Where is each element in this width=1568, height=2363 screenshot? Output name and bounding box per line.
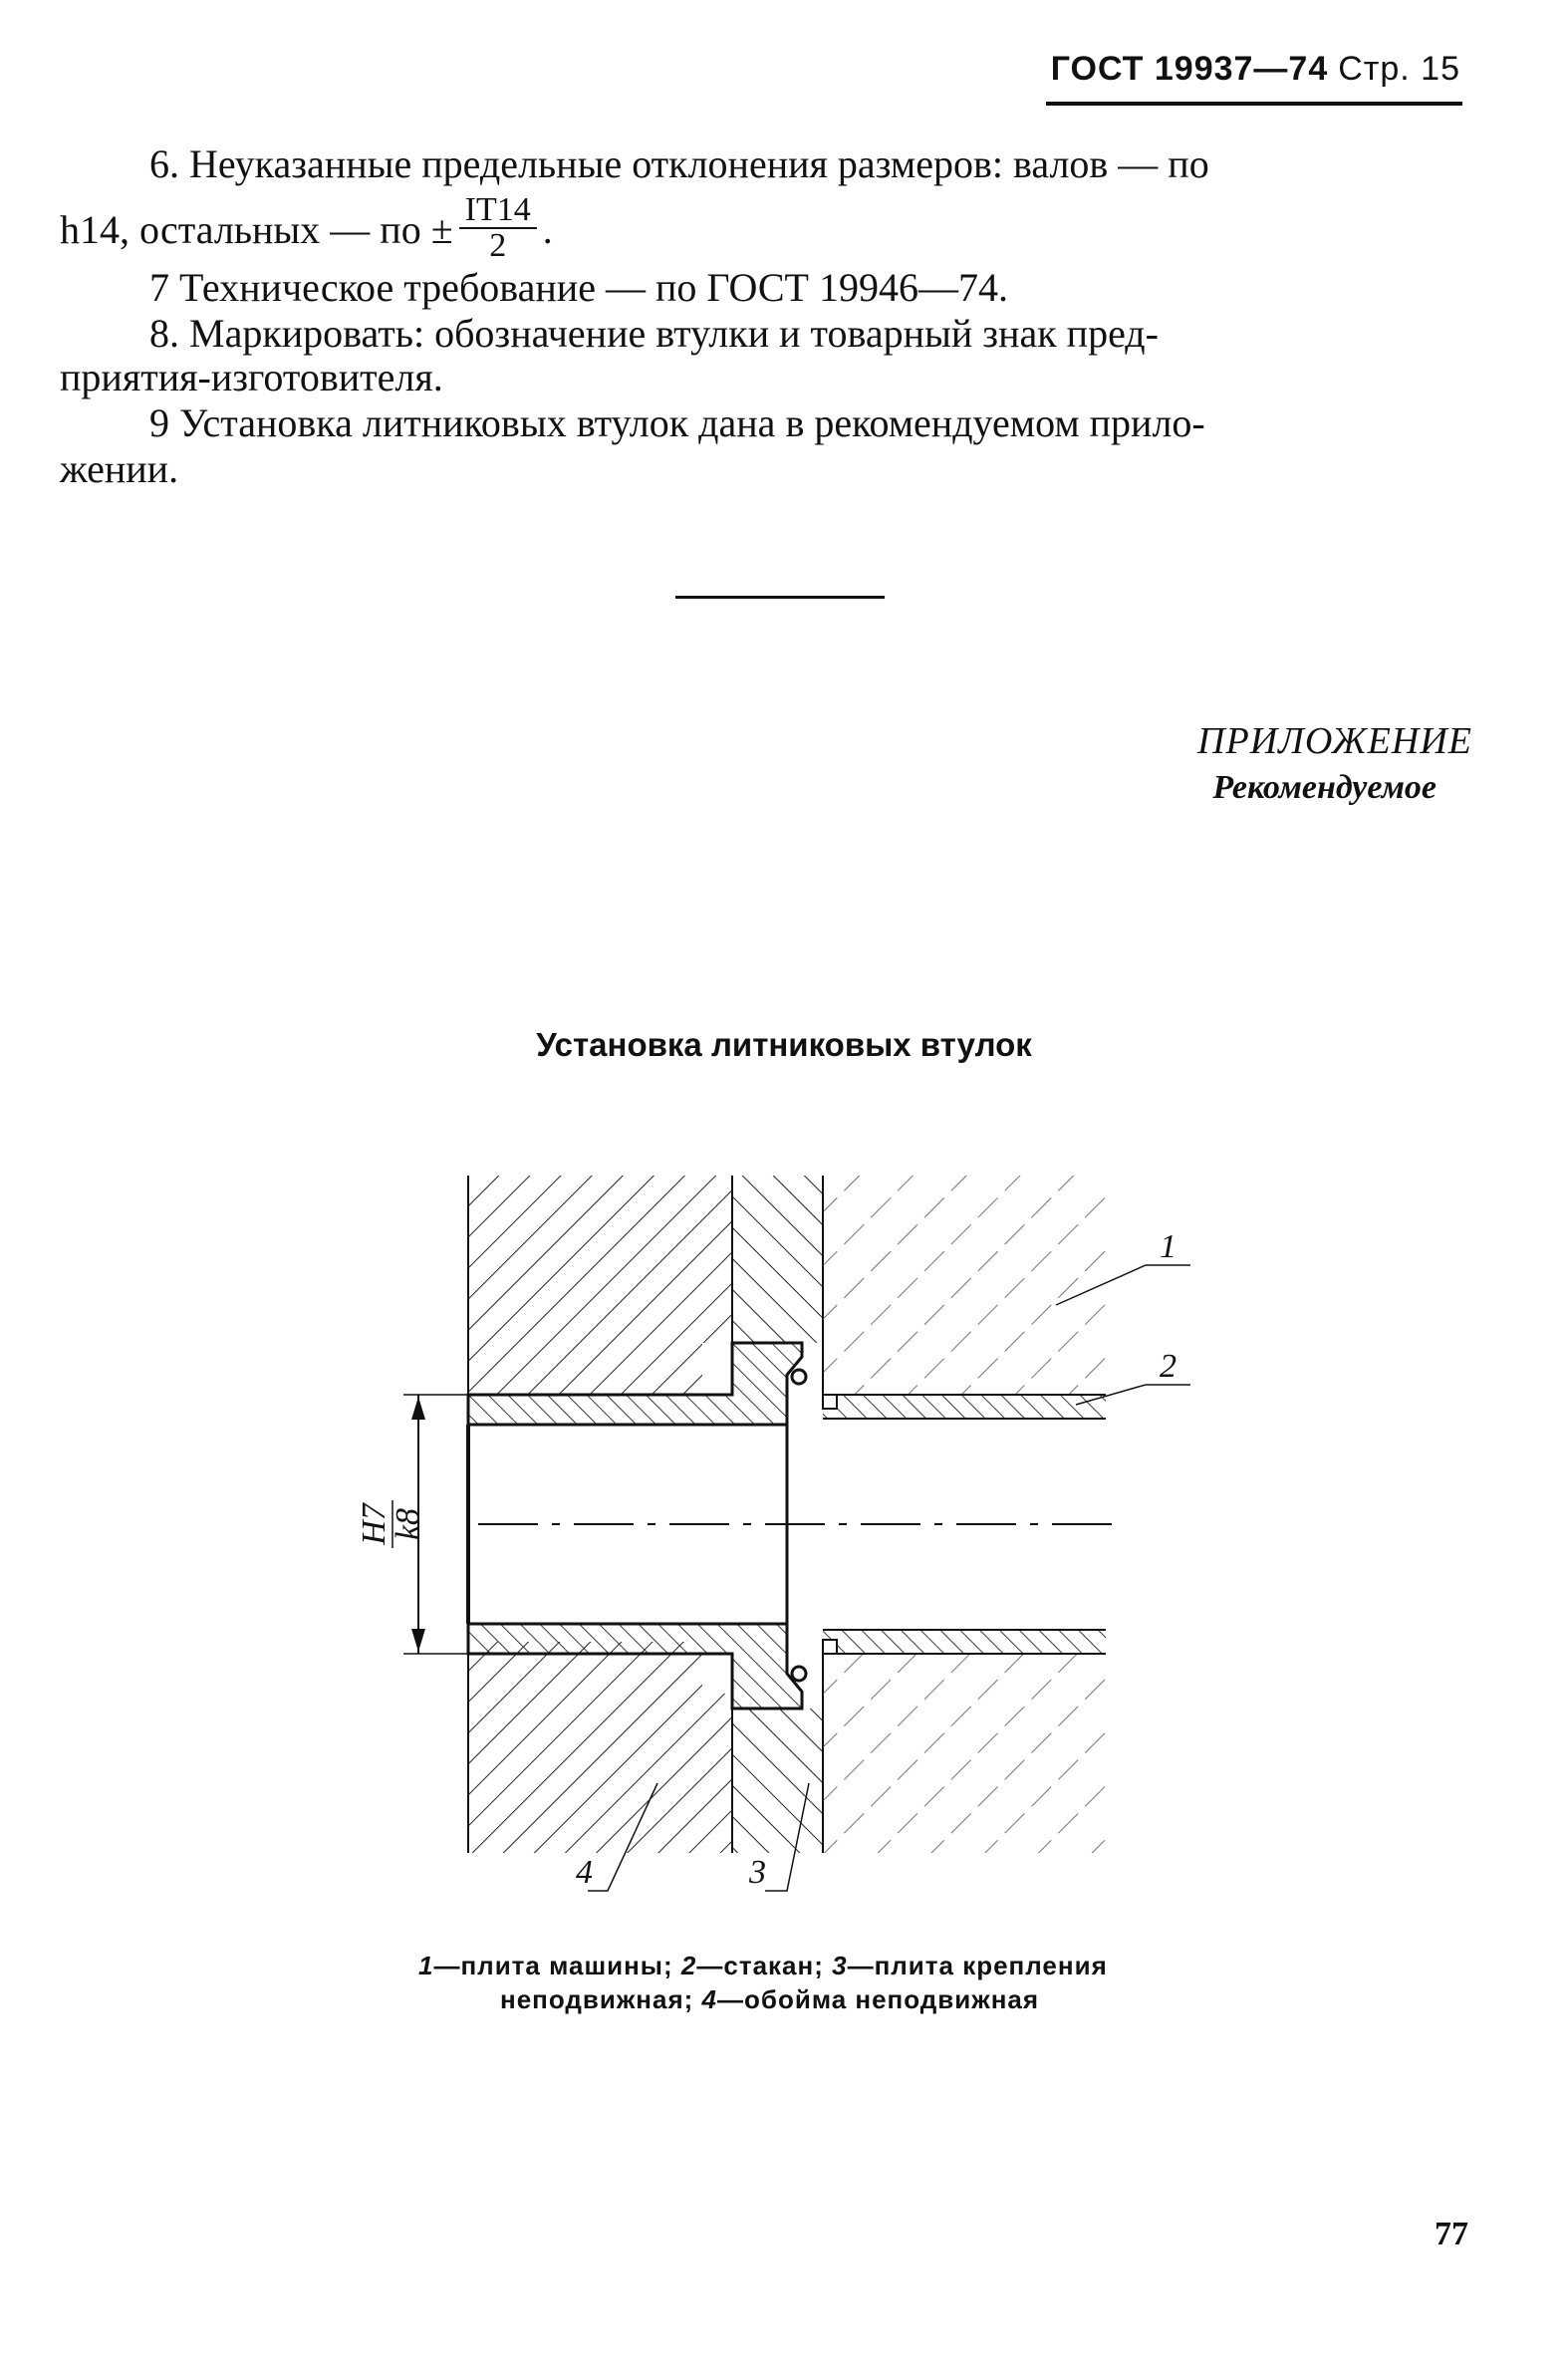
page-number: 77	[1435, 2216, 1468, 2252]
paragraph-9-text: 9 Установка литниковых втулок дана в рекомендуемом прило-	[149, 400, 1205, 445]
fraction-numerator: IT14	[459, 193, 537, 229]
dimension-label-upper: H7	[356, 1503, 392, 1545]
part-2-bushing	[468, 1343, 806, 1708]
caption-line-2	[418, 1982, 1108, 2016]
figure-title: Установка литниковых втулок	[536, 1026, 1032, 1063]
fraction-denominator: 2	[489, 227, 507, 264]
caption-line-1	[418, 1949, 1108, 1982]
caption-text-3b: неподвижная;	[500, 1984, 694, 2014]
paragraph-7-text: 7 Техническое требование — по ГОСТ 19946—74.	[149, 265, 1008, 310]
callout-3: 3	[749, 1854, 766, 1891]
dimension-h7-k8	[356, 1395, 468, 1654]
caption-text-2: —стакан;	[696, 1951, 824, 1980]
paragraph-9-continuation: жении.	[60, 446, 179, 491]
paragraph-8-text: 8. Маркировать: обозначение втулки и товарный знак пред-	[149, 311, 1159, 356]
dimension-label-lower: k8	[390, 1507, 426, 1541]
standard-number: ГОСТ 19937—74	[1050, 50, 1329, 88]
caption-num-2: 2	[680, 1951, 697, 1980]
paragraph-6-text: 6. Неуказанные предельные отклонения размеров: валов — по	[149, 141, 1209, 186]
callout-4: 4	[576, 1854, 593, 1891]
caption-text-3: —плита крепления	[847, 1951, 1108, 1980]
caption-num-3: 3	[832, 1951, 848, 1980]
part-4-fixed-holder	[468, 1176, 732, 1853]
caption-text-4: —обойма неподвижная	[717, 1984, 1040, 2014]
paragraph-6-prefix: h14, остальных — по ±	[60, 207, 453, 253]
callout-2: 2	[1160, 1348, 1176, 1385]
caption-num-4: 4	[701, 1984, 718, 2014]
part-3-clamp-plate	[732, 1176, 823, 1853]
callout-1: 1	[1160, 1228, 1176, 1265]
paragraph-8-continuation: приятия-изготовителя.	[60, 355, 443, 399]
part-1-machine-plate	[823, 1176, 1106, 1853]
caption-text-1: —плита машины;	[433, 1951, 673, 1980]
appendix-title: ПРИЛОЖЕНИЕ	[1197, 720, 1472, 762]
paragraph-6-suffix: .	[542, 207, 553, 253]
caption-num-1: 1	[418, 1951, 434, 1980]
figure-caption	[418, 1949, 1108, 2016]
appendix-subtitle: Рекомендуемое	[1212, 769, 1437, 806]
page-label: Стр. 15	[1338, 50, 1460, 88]
